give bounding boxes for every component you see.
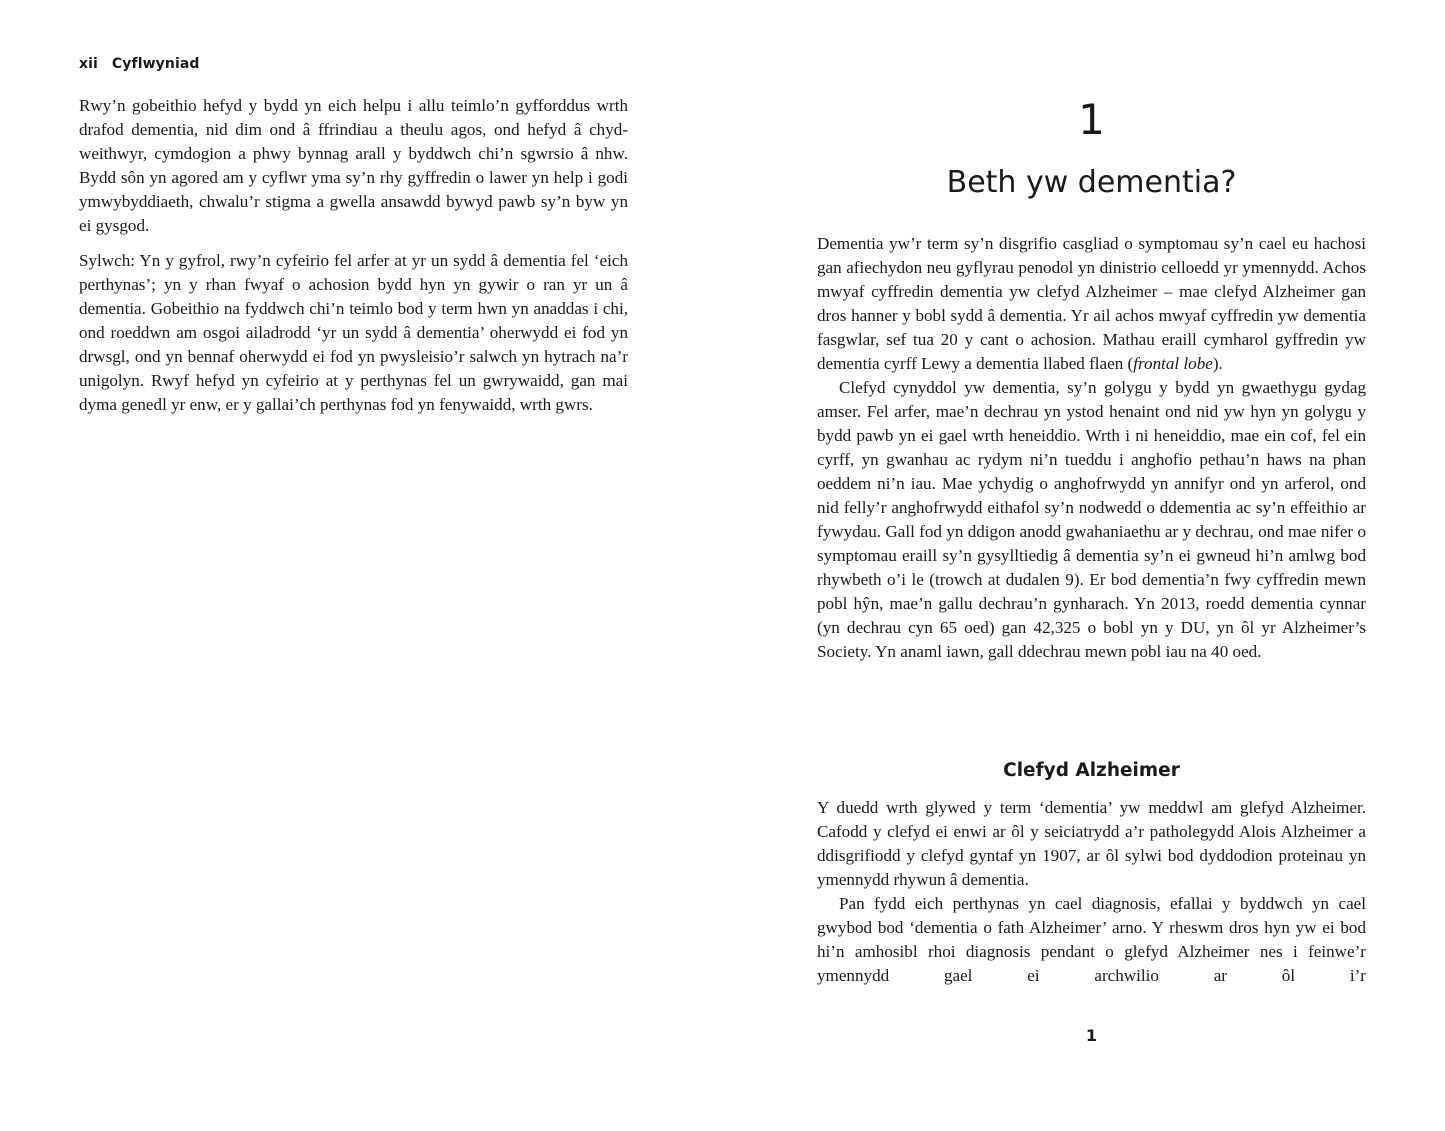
left-page xyxy=(0,0,722,1131)
section-paragraph-1: Y duedd wrth glywed y term ‘dementia’ yw meddwl am glefyd Alzheimer. Cafodd y clefyd ei enwi ar ôl y seiciatrydd a’r patholegydd Alois Alzheimer a ddisgrifiodd y clefyd gyntaf yn 1907, ar ôl sylwi bod dyddodion proteinau yn ymennydd rhywun â dementia. xyxy=(817,798,1366,889)
page-number: 1 xyxy=(1085,1026,1098,1045)
left-page-body xyxy=(79,94,628,417)
chapter-title: Beth yw dementia? xyxy=(946,165,1237,200)
running-head-title: Cyflwyniad xyxy=(111,56,200,72)
intro-paragraph-2: Clefyd cynyddol yw dementia, sy’n golygu y bydd yn gwaethygu gydag amser. Fel arfer, mae’n dechrau yn ystod henaint ond nid yw hyn yn golygu y bydd pawb yn ei gael wrth heneiddio. Wrth i ni heneiddio, mae ein cof, fel ein cyrff, yn gwanhau ac rydym ni’n tueddu i anghofio pethau’n haws na phan oeddem ni’n iau. Mae ychydig o anghofrwydd yn annifyr ond yn arferol, ond nid felly’r anghofrwydd eithafol sy’n nodwedd o ddementia ac sy’n effeithio ar fywydau. Gall fod yn ddigon anodd gwahaniaethu ar y dechrau, ond mae nifer o symptomau eraill sy’n gysylltiedig â dementia sy’n ei gwneud hi’n amlwg bod rhywbeth o’i le (trowch at dudalen 9). Er bod dementia’n fwy cyffredin mewn pobl hŷn, mae’n gallu dechrau’n gynharach. Yn 2013, roedd dementia cynnar (yn dechrau cyn 65 oed) gan 42,325 o bobl yn y DU, yn ôl yr Alzheimer’s Society. Yn anaml iawn, gall ddechrau mewn pobl iau na 40 oed. xyxy=(817,378,1366,661)
section-body xyxy=(817,796,1366,988)
intro-paragraph-1 xyxy=(817,232,1366,376)
section-paragraph-2: Pan fydd eich perthynas yn cael diagnosis, efallai y byddwch yn cael gwybod bod ‘dementia o fath Alzheimer’ arno. Y rheswm dros hyn yw ei bod hi’n amhosibl rhoi diagnosis pendant o glefyd Alzheimer nes i feinwe’r ymennydd gael ei archwilio ar ôl i’r xyxy=(817,894,1366,985)
intro-paragraph-1-end: ). xyxy=(1212,354,1223,373)
right-page xyxy=(722,0,1445,1131)
left-paragraph-1: Rwy’n gobeithio hefyd y bydd yn eich helpu i allu teimlo’n gyfforddus wrth drafod dementia, nid dim ond â ffrindiau a theulu agos, ond hefyd â chyd-weithwyr, cymdogion a phwy bynnag arall y byddwch chi’n sgwrsio â nhw. Bydd sôn yn agored am y cyflwr yma sy’n rhy gyffredin o lawer yn help i godi ymwybyddiaeth, chwalu’r stigma a gwella ansawdd bywyd pawb sy’n byw yn ei gysgod. xyxy=(79,96,628,235)
intro-paragraph-1-italic: frontal lobe xyxy=(1133,354,1213,373)
chapter-number: 1 xyxy=(1078,95,1105,144)
chapter-intro xyxy=(817,232,1366,664)
section-heading: Clefyd Alzheimer xyxy=(1003,760,1180,781)
running-head xyxy=(79,56,200,72)
left-paragraph-2: Sylwch: Yn y gyfrol, rwy’n cyfeirio fel arfer at yr un sydd â dementia fel ‘eich perthynas’; yn y rhan fwyaf o achosion bydd hyn yn gywir o ran yr un â dementia. Gobeithio na fyddwch chi’n teimlo bod y term hwn yn anaddas i chi, ond roeddwn am osgoi ailadrodd ‘yr un sydd â dementia’ oherwydd ei fod yn drwsgl, ond yn bennaf oherwydd ei fod yn pwysleisio’r salwch yn hytrach na’r unigolyn. Rwyf hefyd yn cyfeirio at y perthynas fel un gwrywaidd, gan mai dyma genedl yr enw, er y gallai’ch perthynas fod yn fenywaidd, wrth gwrs. xyxy=(79,251,628,414)
page-folio: xii xyxy=(79,56,98,72)
intro-paragraph-1-text: Dementia yw’r term sy’n disgrifio casgliad o symptomau sy’n cael eu hachosi gan afiechydon neu gyflyrau penodol yn dinistrio celloedd yr ymennydd. Achos mwyaf cyffredin dementia yw clefyd Alzheimer – mae clefyd Alzheimer gan dros hanner y bobl sydd â dementia. Yr ail achos mwyaf cyffredin yw dementia fasgwlar, sef tua 20 y cant o achosion. Mathau eraill cymharol gyffredin yw dementia cyrff Lewy a dementia llabed flaen ( xyxy=(817,234,1366,373)
